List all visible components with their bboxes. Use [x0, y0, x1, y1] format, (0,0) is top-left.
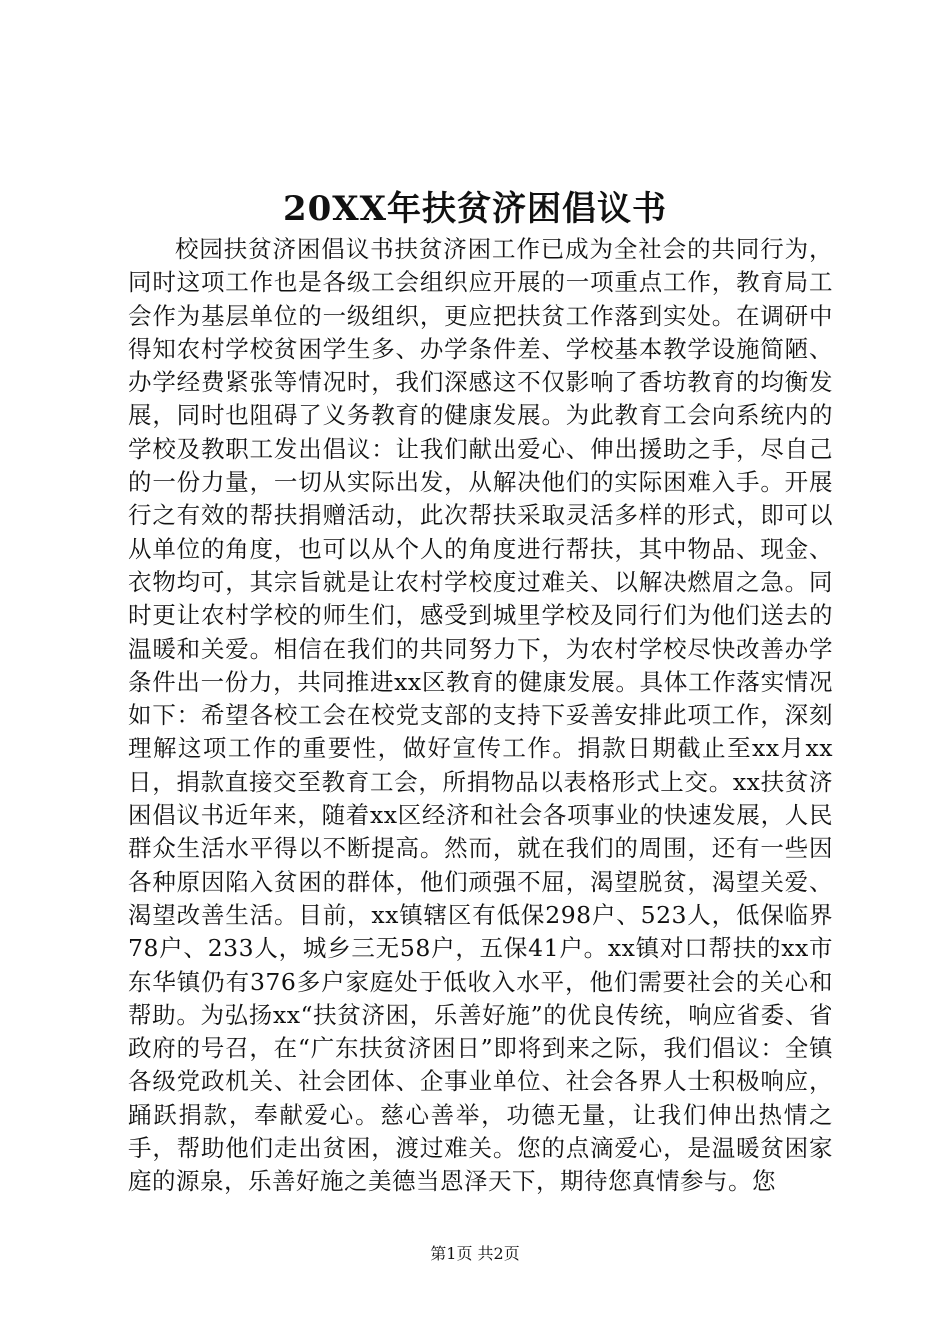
document-body: 校园扶贫济困倡议书扶贫济困工作已成为全社会的共同行为，同时这项工作也是各级工会组织应开展的一项重点工作，教育局工会作为基层单位的一级组织，更应把扶贫工作落到实处。在调研中得知农村学校贫困学生多、办学条件差、学校基本教学设施简陋、办学经费紧张等情况时，我们深感这不仅影响了香坊教育的均衡发展，同时也阻碍了义务教育的健康发展。为此教育工会向系统内的学校及教职工发出倡议：让我们献出爱心、伸出援助之手，尽自己的一份力量，一切从实际出发，从解决他们的实际困难入手。开展行之有效的帮扶捐赠活动，此次帮扶采取灵活多样的形式，即可以从单位的角度，也可以从个人的角度进行帮扶，其中物品、现金、衣物均可，其宗旨就是让农村学校度过难关、以解决燃眉之急。同时更让农村学校的师生们，感受到城里学校及同行们为他们送去的温暖和关爱。相信在我们的共同努力下，为农村学校尽快改善办学条件出一份力，共同推进xx区教育的健康发展。具体工作落实情况如下：希望各校工会在校党支部的支持下妥善安排此项工作，深刻理解这项工作的重要性，做好宣传工作。捐款日期截止至xx月xx日，捐款直接交至教育工会，所捐物品以表格形式上交。xx扶贫济困倡议书近年来，随着xx区经济和社会各项事业的快速发展，人民群众生活水平得以不断提高。然而，就在我们的周围，还有一些因各种原因陷入贫困的群体，他们顽强不屈，渴望脱贫，渴望关爱、渴望改善生活。目前，xx镇辖区有低保298户、523人，低保临界78户、233人，城乡三无58户，五保41户。xx镇对口帮扶的xx市东华镇仍有376多户家庭处于低收入水平，他们需要社会的关心和帮助。为弘扬xx“扶贫济困，乐善好施”的优良传统，响应省委、省政府的号召，在“广东扶贫济困日”即将到来之际，我们倡议：全镇各级党政机关、社会团体、企事业单位、社会各界人士积极响应，踊跃捐款，奉献爱心。慈心善举，功德无量，让我们伸出热情之手，帮助他们走出贫困，渡过难关。您的点滴爱心，是温暖贫困家庭的源泉，乐善好施之美德当恩泽天下，期待您真情参与。您 [128, 235, 833, 1196]
document-title: 20XX年扶贫济困倡议书 [282, 189, 668, 229]
page-footer: 第1页 共2页 [430, 1244, 520, 1263]
